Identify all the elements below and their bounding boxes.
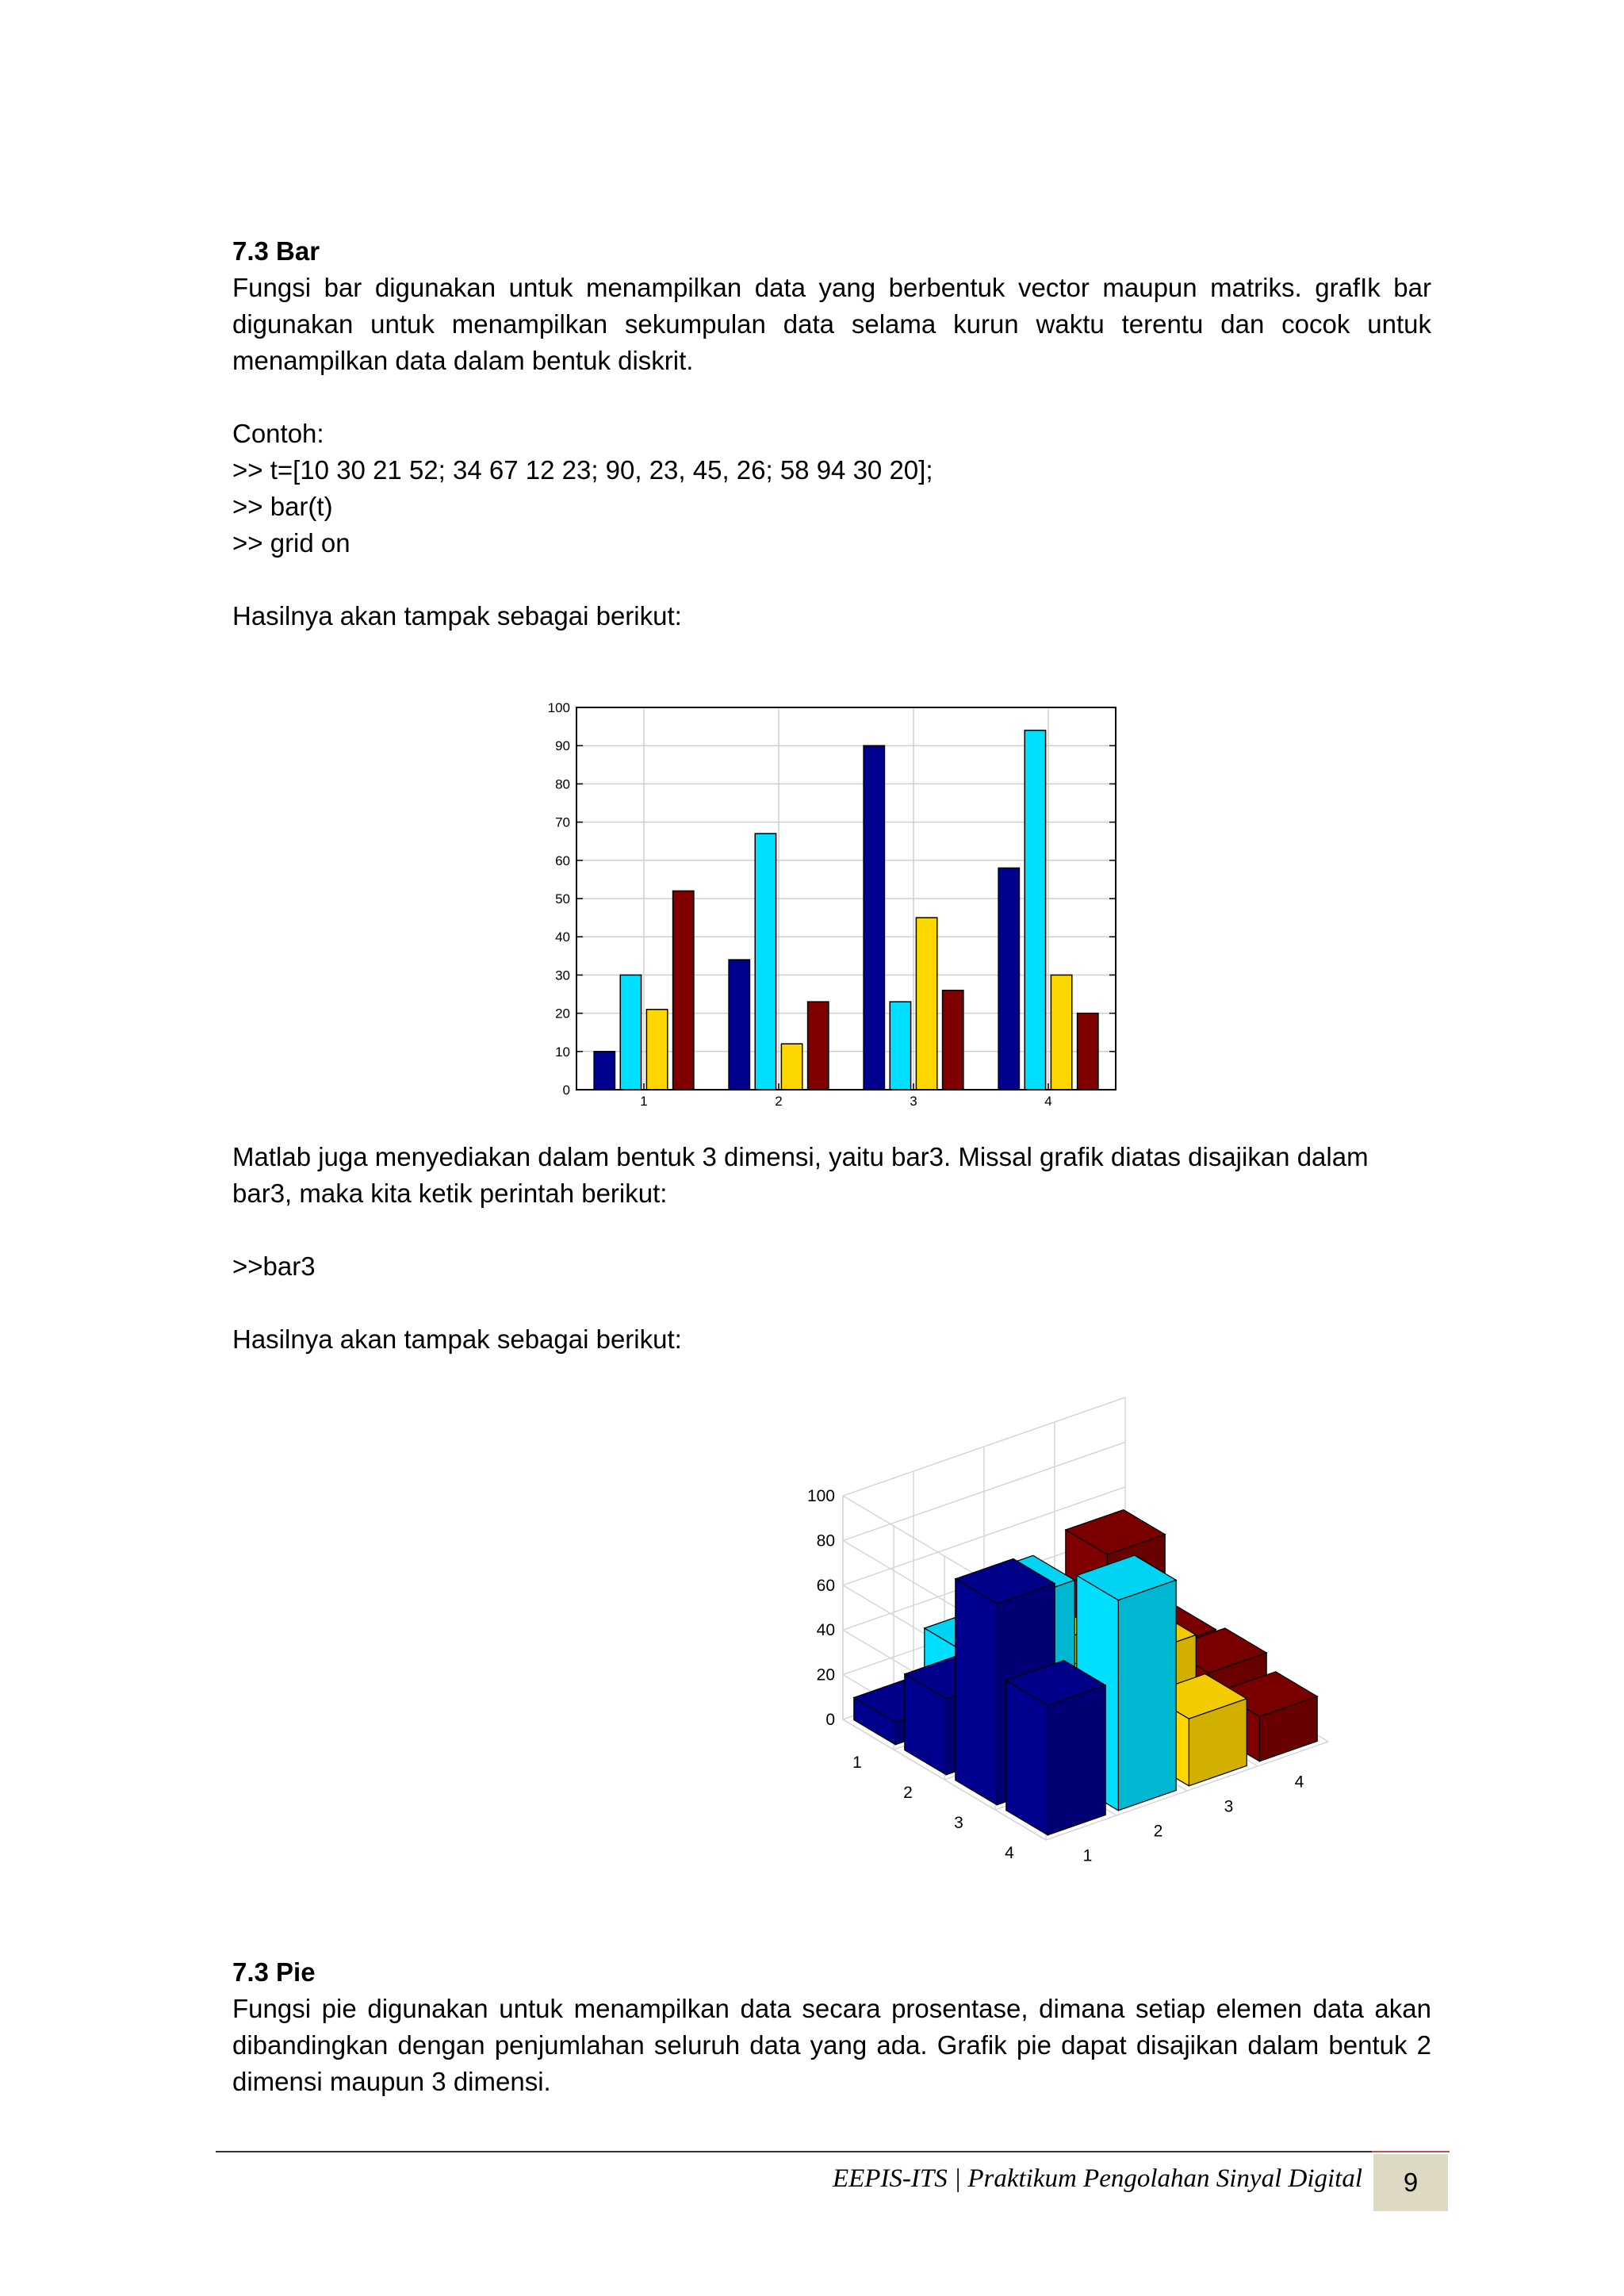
bar3-command: >>bar3 (232, 1251, 316, 1281)
bar (781, 1044, 802, 1090)
y-tick-label: 0 (562, 1083, 570, 1098)
bar-chart-3d (523, 1388, 1304, 1927)
column-tick-label: 4 (1294, 1773, 1304, 1792)
y-tick-label: 20 (555, 1006, 570, 1022)
bar (916, 918, 936, 1090)
bar (890, 1002, 910, 1090)
bar3-paragraph: Matlab juga menyediakan dalam bentuk 3 dimensi, yaitu bar3. Missal grafik diatas disajikan dalam bar3, maka kita ketik perintah berikut: (232, 1142, 1369, 1208)
y-tick-label: 10 (555, 1044, 570, 1060)
z-tick-label: 20 (816, 1665, 835, 1685)
bar (755, 834, 776, 1090)
y-tick-label: 50 (555, 891, 570, 907)
y-tick-label: 90 (555, 738, 570, 754)
y-tick-label: 40 (555, 930, 570, 945)
section-heading-bar: 7.3 Bar (232, 236, 320, 266)
example-label: Contoh: (232, 419, 324, 448)
bar (808, 1002, 829, 1090)
bar (1078, 1014, 1098, 1090)
section-heading-pie: 7.3 Pie (232, 1957, 316, 1987)
x-tick-label: 3 (910, 1094, 917, 1109)
y-tick-label: 60 (555, 853, 570, 868)
bar3d (1006, 1661, 1105, 1835)
bar (594, 1052, 615, 1090)
y-tick-label: 70 (555, 815, 570, 830)
z-tick-label: 0 (825, 1711, 835, 1729)
row-tick-label: 3 (954, 1814, 963, 1832)
bar-front-face (1048, 1685, 1105, 1835)
bar-front-face (1118, 1580, 1176, 1811)
row-tick-label: 2 (903, 1784, 913, 1802)
x-tick-label: 2 (775, 1094, 783, 1109)
z-tick-label: 100 (806, 1487, 835, 1505)
column-tick-label: 1 (1082, 1846, 1093, 1865)
bar-chart-2d (523, 690, 1126, 1118)
bar (673, 891, 694, 1090)
bar (646, 1010, 667, 1090)
pie-description-paragraph: Fungsi pie digunakan untuk menampilkan data secara prosentase, dimana setiap elemen data akan dibandingkan dengan penjumlahan seluruh data yang ada. Grafik pie dapat disajikan dalam bentuk 2 dimensi maupun 3 dimensi. (232, 1994, 1431, 2096)
bar (864, 746, 884, 1090)
bar (729, 960, 749, 1090)
bar-description-paragraph: Fungsi bar digunakan untuk menampilkan data yang berbentuk vector maupun matriks. grafIk bar digunakan untuk menampilkan sekumpulan data selama kurun waktu terentu dan cocok untuk menampilkan data dalam bentuk diskrit. (232, 273, 1431, 375)
page-number: 9 (1373, 2154, 1448, 2211)
bar (1025, 730, 1045, 1090)
bar (943, 991, 963, 1090)
column-tick-label: 2 (1153, 1822, 1163, 1841)
row-tick-label: 4 (1005, 1844, 1014, 1862)
code-line: >> bar(t) (232, 492, 333, 521)
code-line: >> t=[10 30 21 52; 34 67 12 23; 90, 23, 45, 26; 58 94 30 20]; (232, 455, 933, 485)
bar-left-face (1006, 1681, 1048, 1835)
z-tick-label: 80 (816, 1531, 835, 1550)
bar (1051, 975, 1071, 1090)
bar (998, 868, 1019, 1090)
y-tick-label: 80 (555, 776, 570, 792)
footer-rule (216, 2151, 1450, 2152)
footer-rule-accent (1372, 2151, 1450, 2152)
chart-bars (854, 1510, 1317, 1835)
x-tick-label: 4 (1044, 1094, 1052, 1109)
code-line: >> grid on (232, 528, 350, 558)
bar (620, 975, 641, 1090)
column-tick-label: 3 (1224, 1797, 1234, 1816)
y-tick-label: 30 (555, 968, 570, 983)
result-caption: Hasilnya akan tampak sebagai berikut: (232, 601, 682, 631)
x-tick-label: 1 (640, 1094, 648, 1109)
row-tick-label: 1 (852, 1754, 862, 1772)
y-tick-label: 100 (547, 700, 570, 715)
bar-left-face (956, 1579, 998, 1805)
z-tick-label: 60 (816, 1576, 835, 1595)
z-tick-label: 40 (816, 1621, 835, 1640)
footer-text: EEPIS-ITS | Praktikum Pengolahan Sinyal Digital (832, 2164, 1362, 2193)
code-block (232, 452, 1431, 562)
result-caption-2: Hasilnya akan tampak sebagai berikut: (232, 1324, 682, 1354)
